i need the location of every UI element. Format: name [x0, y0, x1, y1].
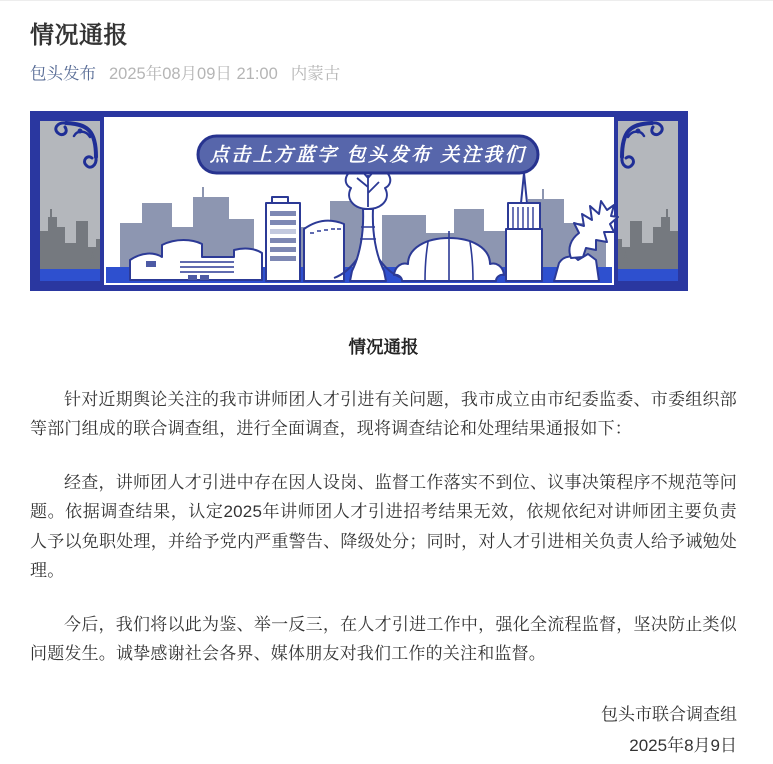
- article-page: [0, 1, 773, 761]
- signature-date: 2025年8月9日: [629, 736, 737, 755]
- ribbon-banner: [198, 136, 538, 173]
- article-paragraph-2: 经查，讲师团人才引进中存在因人设岗、监督工作落实不到位、议事决策程序不规范等问题。依据调查结果，认定2025年讲师团人才引进招考结果无效，依规依纪对讲师团主要负责人予以免职处理，并给予党内严重警告、降级处分；同时，对人才引进相关负责人给予诫勉处理。: [30, 473, 737, 580]
- article-heading: 情况通报: [348, 337, 419, 358]
- ornament-panel-left: [38, 119, 102, 283]
- signature-org: 包头市联合调查组: [601, 704, 737, 724]
- account-link[interactable]: 包头发布: [30, 65, 96, 84]
- article-paragraph-3: 今后，我们将以此为鉴、举一反三，在人才引进工作中，强化全流程监督，坚决防止类似问题发生。诚挚感谢社会各界、媒体朋友对我们工作的关注和监督。: [30, 615, 737, 664]
- publish-time: 2025年08月09日 21:00: [109, 65, 278, 84]
- article-paragraph-1: 针对近期舆论关注的我市讲师团人才引进有关问题，我市成立由市纪委监委、市委组织部等部门组成的联合调查组，进行全面调查，现将调查结论和处理结果通报如下：: [30, 389, 737, 438]
- publish-location: 内蒙古: [290, 65, 341, 84]
- banner-image: [30, 111, 688, 291]
- page-title: 情况通报: [30, 22, 128, 49]
- signature-block: [30, 699, 737, 762]
- article-meta: [30, 63, 737, 85]
- ornament-panel-right: [616, 119, 680, 283]
- ribbon-text: 点击上方蓝字 包头发布 关注我们: [209, 145, 527, 167]
